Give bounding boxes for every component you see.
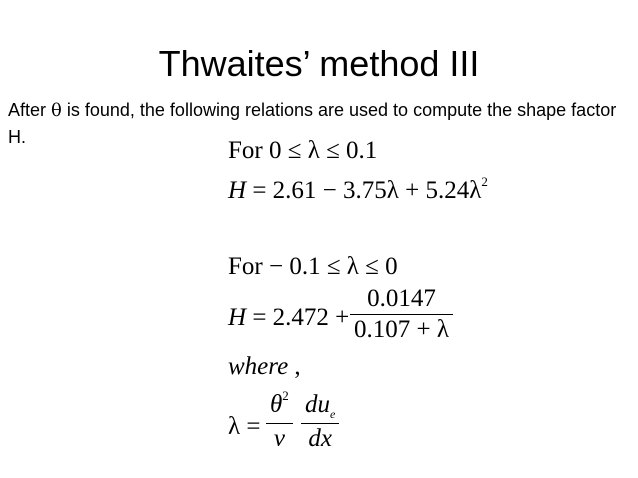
theta-symbol: θ — [51, 100, 62, 121]
du-subscript: e — [330, 407, 336, 421]
case1-exponent: 2 — [481, 174, 488, 189]
slide-title: Thwaites’ method III — [158, 43, 480, 84]
case2-equation — [228, 303, 349, 333]
case2-fraction — [350, 284, 453, 345]
case1-rhs: = 2.61 − 3.75λ + 5.24λ — [246, 177, 482, 204]
theta-symbol-eq: θ — [270, 391, 283, 418]
intro-before-theta: After — [8, 100, 52, 120]
case2-rhs: = 2.472 + — [246, 304, 350, 331]
theta-exponent: 2 — [282, 388, 289, 403]
case2-fraction-denominator: 0.107 + λ — [354, 316, 449, 343]
du-numerator — [301, 390, 339, 423]
where-label — [228, 352, 301, 382]
case1-condition: For 0 ≤ λ ≤ 0.1 — [228, 137, 378, 164]
case1-equation — [228, 176, 488, 209]
theta-over-nu-fraction — [266, 390, 293, 454]
where-comma: , — [288, 353, 301, 380]
case1-lhs: H — [228, 177, 247, 204]
dx-denominator: dx — [308, 425, 332, 452]
theta-numerator — [266, 390, 293, 423]
du-over-dx-fraction — [301, 390, 339, 454]
nu-denominator: ν — [273, 425, 285, 452]
lambda-lhs: λ = — [228, 413, 261, 440]
where-word: where — [228, 353, 289, 380]
case2-lhs: H — [228, 304, 247, 331]
case2-condition: For − 0.1 ≤ λ ≤ 0 — [228, 253, 398, 280]
du-text: du — [305, 391, 330, 418]
case2-fraction-numerator: 0.0147 — [367, 285, 436, 312]
intro-after-theta: is found, the following relations are used to compute the shape factor H. — [8, 100, 617, 147]
